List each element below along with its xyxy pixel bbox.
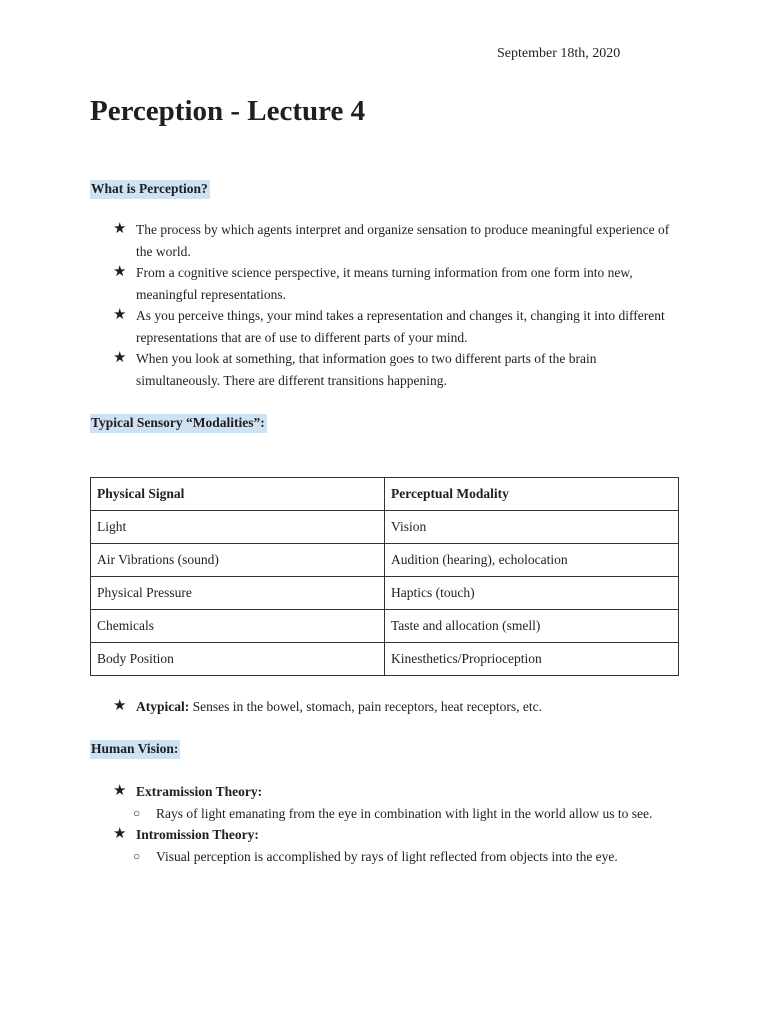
star-icon: ★ (113, 221, 127, 237)
list-item (110, 696, 680, 718)
table-cell: Taste and allocation (smell) (385, 610, 679, 643)
bullet-text: From a cognitive science perspective, it means turning information from one form into new, meaningful representations. (136, 265, 633, 302)
circle-icon: ○ (133, 848, 141, 863)
table-row (91, 610, 679, 643)
table-cell: Physical Pressure (91, 577, 385, 610)
circle-icon: ○ (133, 805, 141, 820)
list-item (110, 824, 680, 867)
table-row (91, 544, 679, 577)
table-header-row (91, 478, 679, 511)
star-icon: ★ (113, 698, 127, 714)
sub-bullet-text: Rays of light emanating from the eye in combination with light in the world allow us to see. (156, 805, 653, 821)
atypical-bullet-list (110, 696, 680, 718)
table-cell: Audition (hearing), echolocation (385, 544, 679, 577)
star-icon: ★ (113, 783, 127, 799)
star-icon: ★ (113, 826, 127, 842)
column-header: Perceptual Modality (385, 478, 679, 511)
list-item (110, 219, 680, 262)
vision-theory-list (110, 781, 680, 867)
list-item (110, 781, 680, 824)
modalities-table (90, 477, 679, 676)
table-cell: Chemicals (91, 610, 385, 643)
list-item (110, 262, 680, 305)
document-date: September 18th, 2020 (497, 46, 621, 61)
theory-name: Intromission Theory: (136, 827, 259, 842)
star-icon: ★ (113, 350, 127, 366)
bullet-text: The process by which agents interpret and organize sensation to produce meaningful experience of the world. (136, 222, 670, 259)
table-row (91, 511, 679, 544)
column-header: Physical Signal (91, 478, 385, 511)
atypical-text: Senses in the bowel, stomach, pain receptors, heat receptors, etc. (189, 699, 543, 714)
table-cell: Vision (385, 511, 679, 544)
table-cell: Air Vibrations (sound) (91, 544, 385, 577)
perception-bullet-list (110, 219, 680, 391)
sub-list-item (110, 803, 680, 825)
table-row (91, 643, 679, 676)
section-heading-what-is-perception: What is Perception? (90, 180, 210, 199)
sub-list (110, 846, 680, 868)
section-heading-sensory-modalities: Typical Sensory “Modalities”: (90, 414, 267, 433)
bullet-text: When you look at something, that information goes to two different parts of the brain simultaneously. There are different transitions happening. (136, 351, 597, 388)
sub-list (110, 803, 680, 825)
page-title: Perception - Lecture 4 (90, 95, 366, 127)
table-cell: Kinesthetics/Proprioception (385, 643, 679, 676)
star-icon: ★ (113, 307, 127, 323)
atypical-label: Atypical: (136, 699, 190, 714)
table-cell: Haptics (touch) (385, 577, 679, 610)
section-heading-human-vision: Human Vision: (90, 740, 180, 759)
table-cell: Body Position (91, 643, 385, 676)
table-cell: Light (91, 511, 385, 544)
table-row (91, 577, 679, 610)
sub-list-item (110, 846, 680, 868)
sub-bullet-text: Visual perception is accomplished by rays of light reflected from objects into the eye. (156, 848, 618, 864)
star-icon: ★ (113, 264, 127, 280)
theory-name: Extramission Theory: (136, 784, 263, 799)
bullet-text: As you perceive things, your mind takes a representation and changes it, changing it into different representations that are of use to different parts of your mind. (136, 308, 665, 345)
list-item (110, 348, 680, 391)
list-item (110, 305, 680, 348)
